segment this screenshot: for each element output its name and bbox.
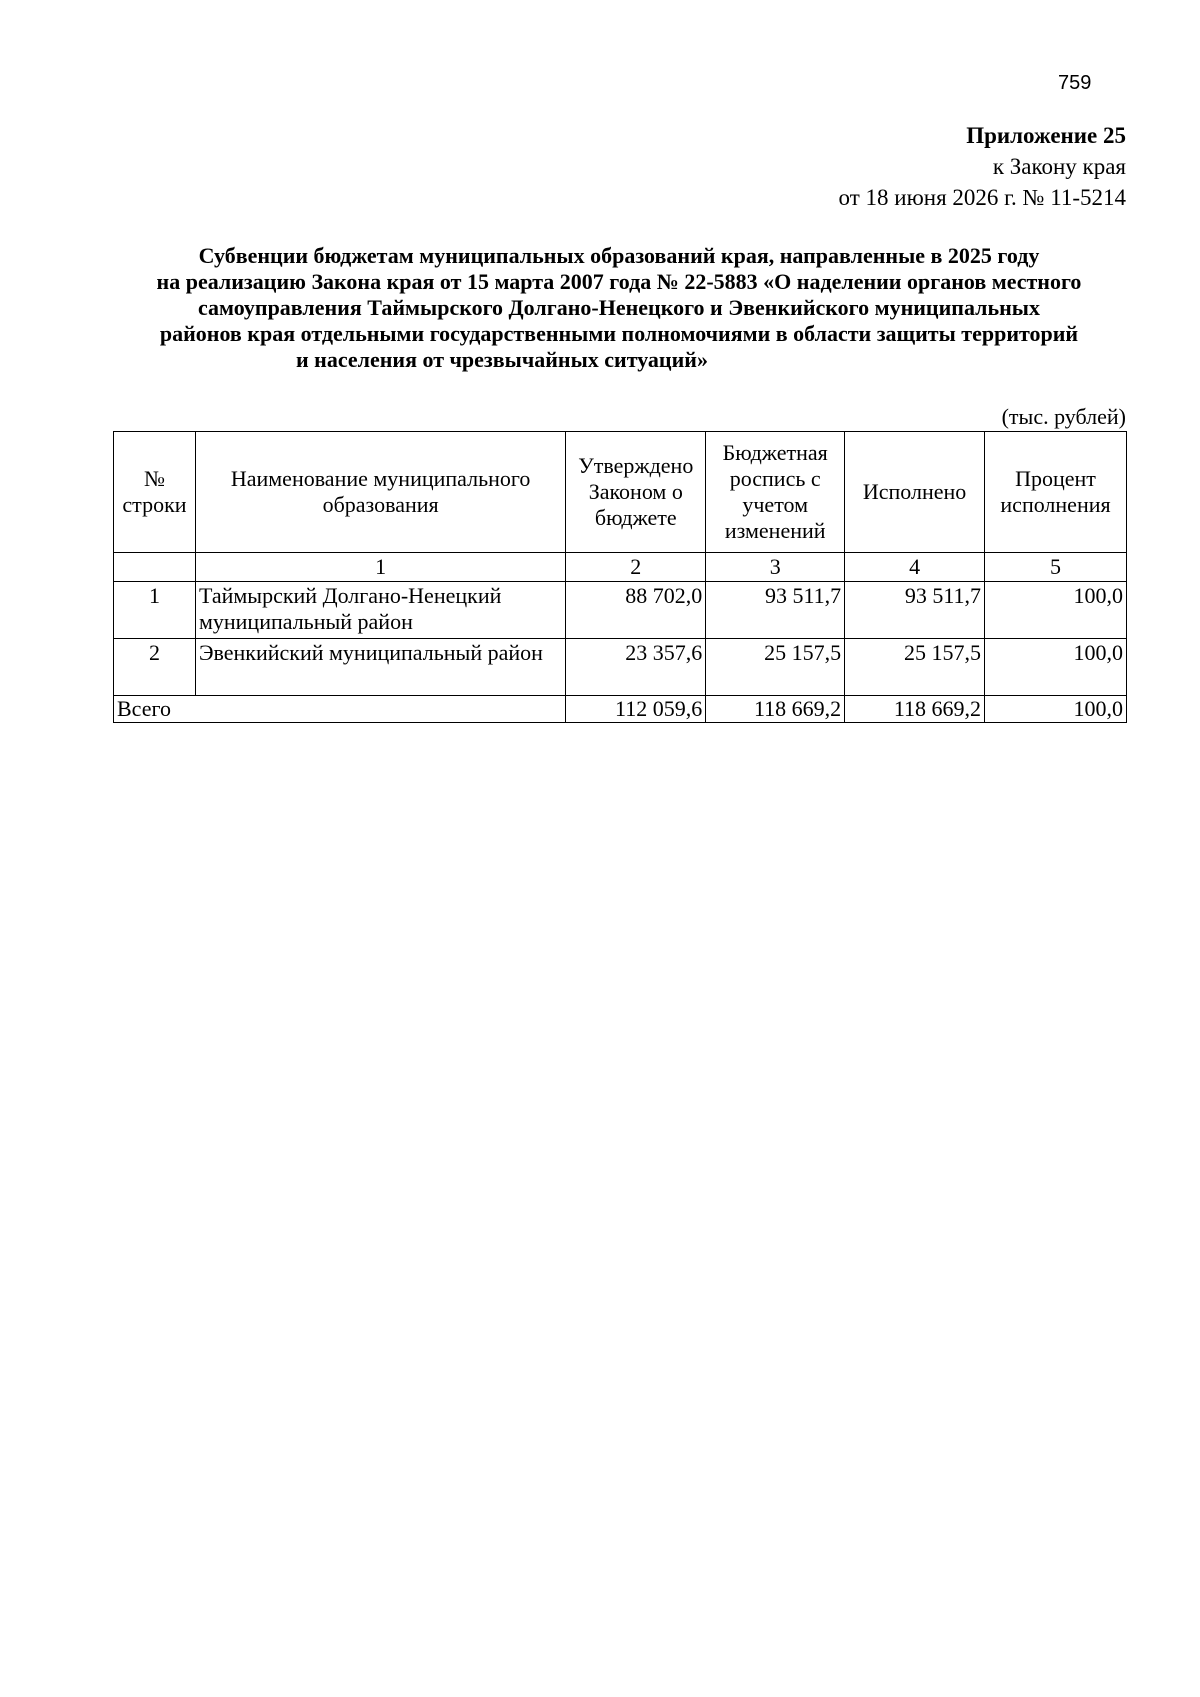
- budget-value: 93 511,7: [706, 582, 845, 639]
- header-approved: Утверждено Законом о бюджете: [566, 432, 706, 553]
- column-number: 3: [706, 553, 845, 582]
- executed-value: 25 157,5: [845, 639, 985, 696]
- column-number: 2: [566, 553, 706, 582]
- budget-value: 25 157,5: [706, 639, 845, 696]
- subsidy-table: [113, 431, 1127, 723]
- appendix-law-reference: к Закону края: [992, 154, 1126, 179]
- total-percent-value: 100,0: [985, 696, 1127, 723]
- page-number: 759: [1058, 72, 1092, 94]
- table-row: [114, 639, 1127, 696]
- approved-value: 23 357,6: [566, 639, 706, 696]
- table-row: [114, 582, 1127, 639]
- approved-value: 88 702,0: [566, 582, 706, 639]
- percent-value: 100,0: [985, 582, 1127, 639]
- table-header-row: [114, 432, 1127, 553]
- total-approved-value: 112 059,6: [566, 696, 706, 723]
- municipality-name: Таймырский Долгано-Ненецкий муниципальный район: [195, 582, 565, 639]
- document-title-line: самоуправления Таймырского Долгано-Ненецкого и Эвенкийского муниципальных: [198, 295, 1040, 320]
- document-title: [110, 243, 1128, 373]
- appendix-block: [626, 120, 1126, 213]
- document-title-line: Субвенции бюджетам муниципальных образований края, направленные в 2025 году: [198, 243, 1040, 268]
- row-number: 2: [114, 639, 196, 696]
- column-number-row: [114, 553, 1127, 582]
- executed-value: 93 511,7: [845, 582, 985, 639]
- header-municipality-name: Наименование муниципального образования: [195, 432, 565, 553]
- document-title-line: и населения от чрезвычайных ситуаций»: [296, 347, 708, 372]
- row-number: 1: [114, 582, 196, 639]
- column-number: 5: [985, 553, 1127, 582]
- column-number: [114, 553, 196, 582]
- total-label: Всего: [114, 696, 566, 723]
- total-row: [114, 696, 1127, 723]
- header-budget-schedule: Бюджетная роспись с учетом изменений: [706, 432, 845, 553]
- header-executed: Исполнено: [845, 432, 985, 553]
- document-title-line: на реализацию Закона края от 15 марта 2007 года № 22-5883 «О наделении органов местного: [156, 269, 1082, 294]
- document-title-line: районов края отдельными государственными полномочиями в области защиты территорий: [159, 321, 1079, 346]
- percent-value: 100,0: [985, 639, 1127, 696]
- column-number: 4: [845, 553, 985, 582]
- appendix-title: Приложение 25: [966, 123, 1126, 148]
- total-executed-value: 118 669,2: [845, 696, 985, 723]
- column-number: 1: [195, 553, 565, 582]
- header-percent: Процент исполнения: [985, 432, 1127, 553]
- units-label: (тыс. рублей): [1001, 404, 1126, 429]
- municipality-name: Эвенкийский муниципальный район: [195, 639, 565, 696]
- header-row-number: № строки: [114, 432, 196, 553]
- appendix-law-date: от 18 июня 2026 г. № 11-5214: [838, 185, 1126, 210]
- total-budget-value: 118 669,2: [706, 696, 845, 723]
